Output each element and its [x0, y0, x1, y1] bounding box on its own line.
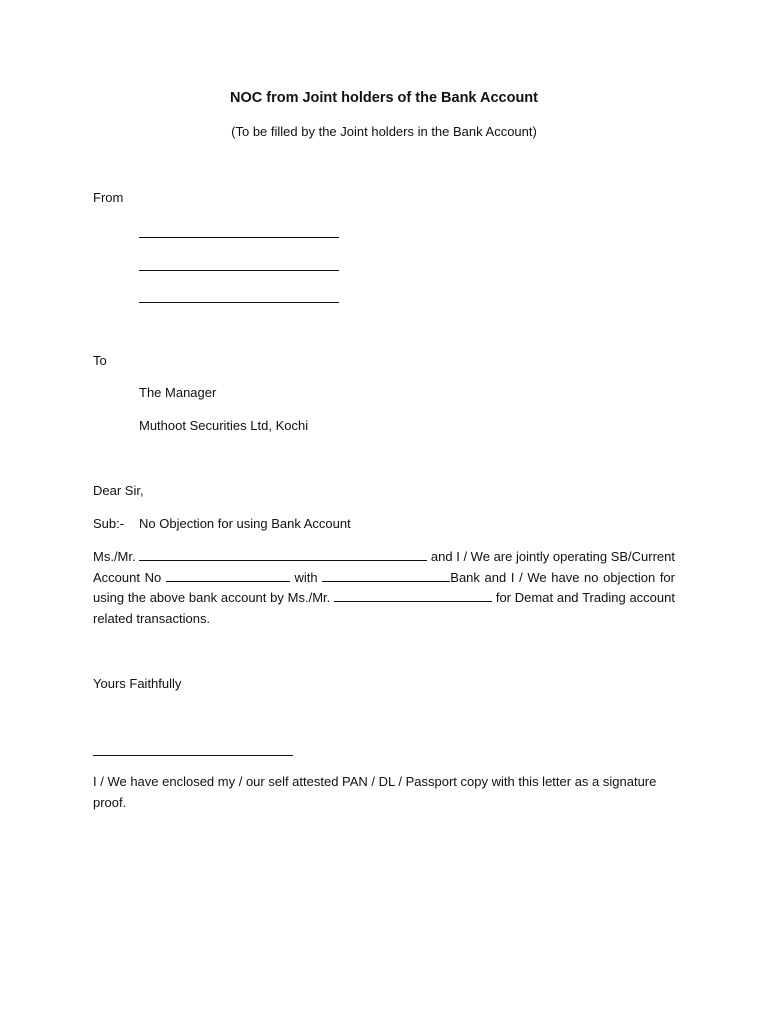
- bank-name-blank[interactable]: [322, 569, 450, 582]
- document-subtitle: (To be filled by the Joint holders in the Bank Account): [231, 124, 537, 139]
- closing: Yours Faithfully: [93, 676, 182, 691]
- signature-line[interactable]: [93, 755, 293, 756]
- from-label: From: [93, 190, 124, 205]
- subject-text: No Objection for using Bank Account: [139, 516, 351, 531]
- holder-name-blank[interactable]: [139, 548, 427, 561]
- footer-note: I / We have enclosed my / our self attested PAN / DL / Passport copy with this letter as a signature proof.: [93, 774, 657, 810]
- from-address-line-2[interactable]: [139, 270, 339, 271]
- document-title: NOC from Joint holders of the Bank Account: [229, 90, 538, 106]
- from-address-line-3[interactable]: [139, 302, 339, 303]
- body-paragraph: [93, 547, 675, 629]
- body-text-1: Ms./Mr.: [93, 549, 136, 564]
- recipient-title: The Manager: [139, 385, 217, 400]
- body-text-2: and I / We are jointly operating SB/Current Account No: [93, 549, 675, 585]
- salutation: Dear Sir,: [93, 483, 144, 498]
- from-address-line-1[interactable]: [139, 237, 339, 238]
- body-text-4: Bank and I / We have no objection for using the above bank account by Ms./Mr.: [93, 569, 675, 605]
- body-text-5: for Demat and Trading account related transactions.: [93, 590, 675, 626]
- recipient-company: Muthoot Securities Ltd, Kochi: [139, 418, 309, 433]
- account-number-blank[interactable]: [166, 569, 290, 582]
- subject-label: Sub:-: [93, 516, 125, 531]
- to-label: To: [93, 353, 107, 368]
- body-text-3: with: [294, 569, 318, 585]
- user-name-blank[interactable]: [334, 589, 492, 602]
